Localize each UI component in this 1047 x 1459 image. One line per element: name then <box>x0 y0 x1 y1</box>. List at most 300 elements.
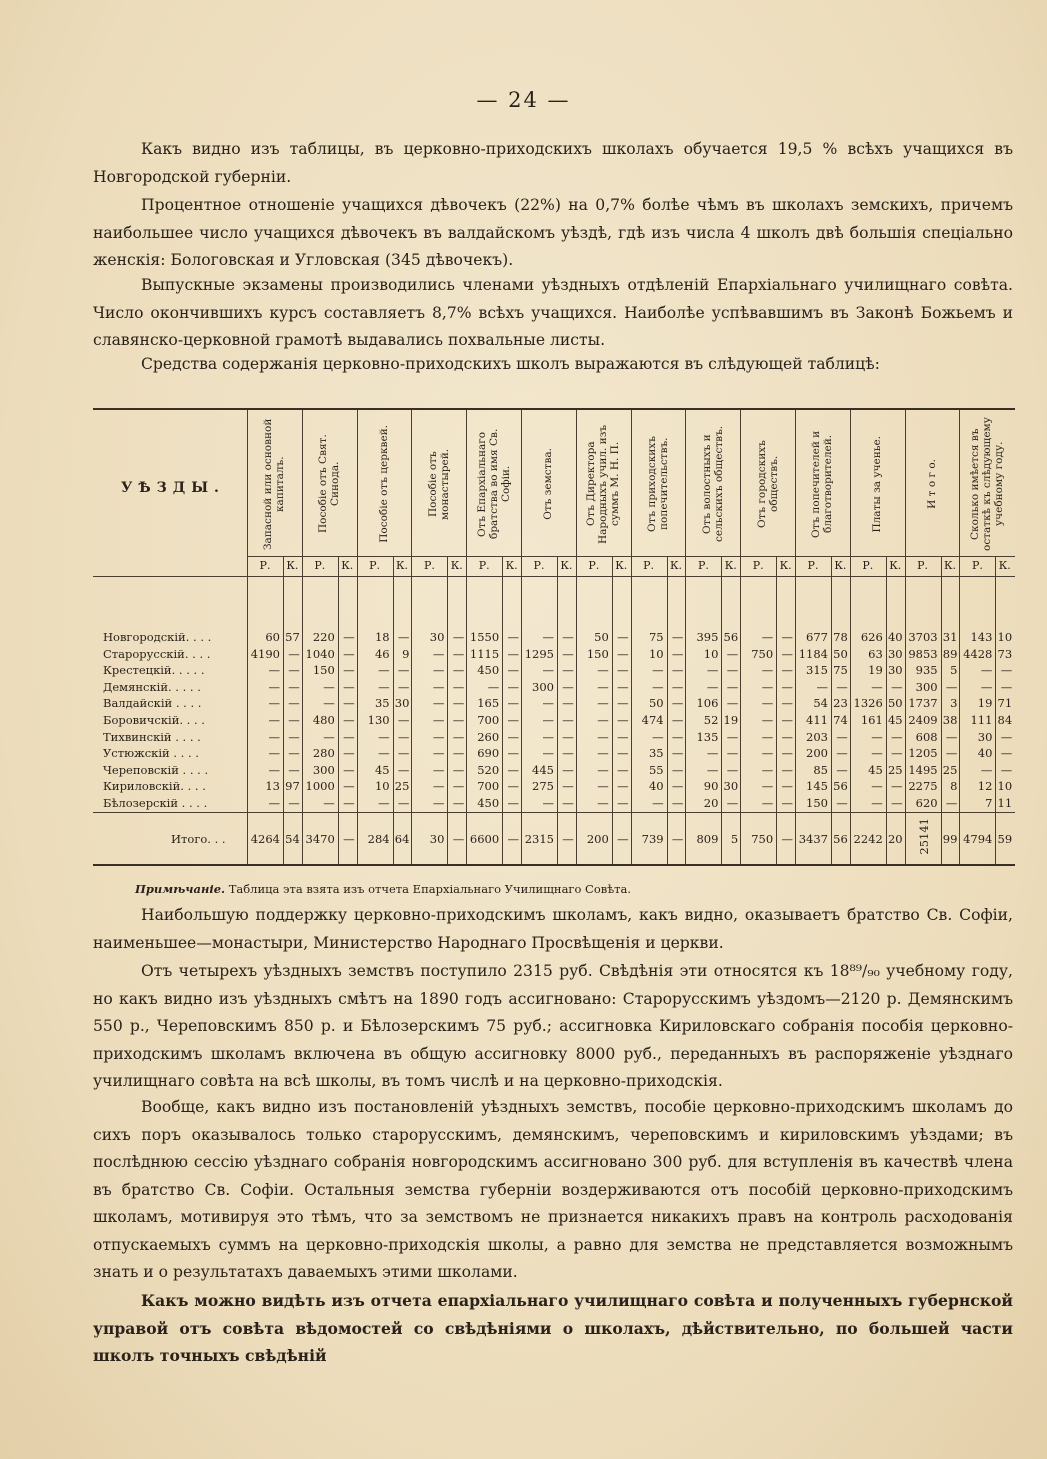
value-kopecks: — <box>726 796 739 810</box>
value-rubles: 45 <box>868 762 883 777</box>
district-name: Старорусскій. . . . <box>103 646 211 661</box>
total-rubles: 739 <box>641 832 664 846</box>
district-name: Новгородскій. . . . <box>103 630 212 644</box>
value-kopecks: — <box>343 729 355 744</box>
value-rubles: 315 <box>806 663 828 678</box>
value-rubles: — <box>432 762 445 777</box>
value-kopecks: 45 <box>887 713 903 727</box>
value-kopecks: 25 <box>942 762 958 777</box>
value-kopecks: — <box>1000 679 1013 694</box>
column-header-text: Пособіе отъ монастырей. <box>426 448 451 520</box>
column-header-text: Отъ попечителей и благотворителей. <box>810 430 835 538</box>
value-kopecks: — <box>507 713 519 727</box>
value-rubles: — <box>542 796 554 810</box>
value-kopecks: — <box>562 696 574 711</box>
column-header-text: Отъ волостныхъ и сельскихъ обществъ. <box>700 425 725 543</box>
value-kopecks: — <box>562 796 574 810</box>
value-kopecks: 40 <box>887 630 903 644</box>
value-kopecks: — <box>397 762 410 777</box>
value-rubles: — <box>652 663 664 678</box>
paragraph-7: Вообще, какъ видно изъ постановленій уѣздныхъ земствъ, пособіе церковно-приходскимъ школамъ до сихъ поръ оказывалось только старорусскимъ, демянскимъ, череповскимъ и кириловскимъ уѣздами; въ послѣднюю сессію уѣзднаго собранія новгородскимъ ассигновано 300 руб. для вступленія въ качествѣ члена въ братство Св. Софіи. Остальныя земства губерніи воздерживаются отъ пособій церковно-приходскимъ школамъ, мотивируя это тѣмъ, что за земствомъ не признается никакихъ правъ на контроль расходованія отпускаемыхъ суммъ на церковно-приходскія школы, а равно для земства не представляется возможнымъ знать и о результатахъ даваемыхъ этими школами. <box>93 1098 1013 1281</box>
value-kopecks: 23 <box>833 696 848 711</box>
value-rubles: — <box>706 762 719 777</box>
value-rubles: — <box>597 779 609 794</box>
value-kopecks: — <box>781 729 793 744</box>
value-rubles: 150 <box>586 646 609 661</box>
total-kopecks: 56 <box>833 832 848 846</box>
unit-rubles: Р. <box>971 559 983 572</box>
column-header <box>905 414 960 554</box>
value-kopecks: — <box>781 713 793 727</box>
value-kopecks: — <box>726 696 739 711</box>
value-kopecks: — <box>781 679 793 694</box>
value-rubles: 280 <box>312 746 335 761</box>
value-rubles: — <box>597 679 609 694</box>
value-rubles: 10 <box>648 646 664 661</box>
value-kopecks: — <box>836 679 848 694</box>
value-rubles: — <box>542 713 554 727</box>
column-header-text: Отъ Епархіальнаго братства во имя Св. Софіи. <box>475 428 512 540</box>
unit-rubles: Р. <box>807 559 819 572</box>
column-header-text: И т о г о. <box>925 459 938 509</box>
value-kopecks: 30 <box>723 779 739 794</box>
value-kopecks: — <box>452 630 465 644</box>
value-kopecks: — <box>452 729 465 744</box>
total-rubles: 4264 <box>250 832 280 846</box>
value-rubles: 700 <box>477 713 500 727</box>
value-kopecks: — <box>507 779 519 794</box>
value-rubles: 145 <box>806 779 828 794</box>
value-rubles: — <box>652 796 664 810</box>
district-name: Устюжскій . . . . <box>103 746 199 761</box>
value-kopecks: — <box>452 746 465 761</box>
value-kopecks: — <box>671 796 684 810</box>
total-rubles: 3470 <box>305 832 335 846</box>
value-kopecks: — <box>507 796 519 810</box>
value-rubles: — <box>761 663 774 678</box>
value-rubles: 1040 <box>305 646 335 661</box>
value-rubles: — <box>761 762 774 777</box>
district-name: Бѣлозерскій . . . . <box>103 796 208 810</box>
value-rubles: — <box>432 713 445 727</box>
column-header <box>576 414 631 554</box>
value-rubles: 52 <box>703 713 719 727</box>
paragraph-1: Какъ видно изъ таблицы, въ церковно-приходскихъ школахъ обучается 19,5 % всѣхъ учащихся въ Новгородской губерніи. <box>93 140 1013 186</box>
value-kopecks: — <box>671 713 684 727</box>
value-rubles: 395 <box>696 630 719 644</box>
column-header-text: Пособіе отъ церквей. <box>377 425 390 543</box>
value-rubles: 220 <box>312 630 335 644</box>
value-rubles: 130 <box>367 713 390 727</box>
value-kopecks: — <box>397 729 410 744</box>
value-kopecks: — <box>343 713 355 727</box>
value-kopecks: — <box>781 663 793 678</box>
value-rubles: — <box>432 679 445 694</box>
value-kopecks: — <box>781 762 793 777</box>
value-kopecks: — <box>836 729 848 744</box>
value-rubles: — <box>761 796 774 810</box>
value-kopecks: — <box>781 646 793 661</box>
district-name: Валдайскій . . . . <box>103 696 202 711</box>
column-header-text: Отъ городскихъ обществъ. <box>755 440 780 528</box>
value-rubles: — <box>268 729 280 744</box>
value-rubles: — <box>597 746 609 761</box>
value-rubles: — <box>542 746 554 761</box>
value-kopecks: — <box>726 762 739 777</box>
value-rubles: 445 <box>532 762 554 777</box>
value-rubles: — <box>761 746 774 761</box>
value-kopecks: — <box>288 762 300 777</box>
value-rubles: 75 <box>648 630 664 644</box>
value-kopecks: — <box>945 796 958 810</box>
value-rubles: 50 <box>594 630 609 644</box>
value-kopecks: — <box>945 679 958 694</box>
value-kopecks: — <box>397 663 410 678</box>
value-kopecks: — <box>507 630 519 644</box>
value-rubles: — <box>980 679 993 694</box>
value-rubles: — <box>761 630 774 644</box>
value-kopecks: — <box>781 779 793 794</box>
value-kopecks: — <box>507 696 519 711</box>
value-rubles: — <box>432 646 445 661</box>
value-rubles: — <box>597 796 609 810</box>
funding-table <box>93 408 1015 866</box>
value-rubles: — <box>323 696 335 711</box>
unit-kopecks: К. <box>341 559 354 572</box>
value-kopecks: 10 <box>997 630 1013 644</box>
total-label: Итого. . . <box>171 832 226 846</box>
value-kopecks: — <box>507 762 519 777</box>
value-kopecks: — <box>562 762 574 777</box>
paragraph-3: Выпускные экзамены производились членами уѣздныхъ отдѣленій Епархіальнаго училищнаго совѣта. Число окончившихъ курсъ составляетъ 8,7% всѣхъ учащихся. Наиболѣе успѣвавшимъ въ Законѣ Божьемъ и славянско-церковной грамотѣ выдавались похвальные листы. <box>93 276 1013 349</box>
unit-rubles: Р. <box>423 559 435 572</box>
value-kopecks: — <box>288 796 300 810</box>
value-rubles: 7 <box>985 796 993 810</box>
total-kopecks: — <box>343 832 355 846</box>
total-kopecks: — <box>562 832 574 846</box>
value-kopecks: — <box>288 713 300 727</box>
value-rubles: 300 <box>915 679 938 694</box>
total-rubles: 2315 <box>524 832 554 846</box>
value-kopecks: — <box>836 796 848 810</box>
unit-rubles: Р. <box>917 559 929 572</box>
value-rubles: 480 <box>312 713 335 727</box>
value-kopecks: — <box>288 729 300 744</box>
value-kopecks: 38 <box>942 713 958 727</box>
column-header-text: Запасной или основной капиталъ. <box>262 418 287 550</box>
value-kopecks: — <box>836 762 848 777</box>
value-kopecks: — <box>671 779 684 794</box>
column-header <box>631 414 686 554</box>
value-kopecks: — <box>781 746 793 761</box>
district-name: Тихвинскій . . . . <box>103 729 201 744</box>
value-rubles: 106 <box>696 696 719 711</box>
value-rubles: — <box>761 729 774 744</box>
value-rubles: 63 <box>868 646 883 661</box>
value-kopecks: — <box>671 679 684 694</box>
value-kopecks: 25 <box>887 762 903 777</box>
value-rubles: 60 <box>265 630 280 644</box>
value-rubles: 143 <box>970 630 993 644</box>
column-header-text: Отъ земства. <box>542 448 555 520</box>
value-kopecks: 11 <box>997 796 1013 810</box>
district-name: Кириловскій. . . . <box>103 779 206 794</box>
value-kopecks: — <box>617 796 629 810</box>
value-rubles: 30 <box>429 630 445 644</box>
value-kopecks: — <box>1000 729 1013 744</box>
note-label: Примѣчаніе. <box>135 882 226 896</box>
value-kopecks: — <box>288 663 300 678</box>
value-kopecks: — <box>452 796 465 810</box>
value-rubles: 19 <box>977 696 993 711</box>
value-rubles: 35 <box>648 746 664 761</box>
total-kopecks: 59 <box>997 832 1013 846</box>
value-rubles: — <box>432 696 445 711</box>
total-kopecks: 99 <box>942 832 958 846</box>
value-kopecks: — <box>1000 762 1013 777</box>
value-rubles: 1737 <box>908 696 938 711</box>
total-rubles: 30 <box>429 832 445 846</box>
note-text: Таблица эта взята изъ отчета Епархіальнаго Училищнаго Совѣта. <box>228 882 632 896</box>
value-rubles: 450 <box>477 796 500 810</box>
column-header <box>795 414 850 554</box>
value-kopecks: 78 <box>833 630 848 644</box>
value-rubles: 2409 <box>908 713 938 727</box>
value-kopecks: — <box>562 630 574 644</box>
value-kopecks: — <box>671 746 684 761</box>
value-rubles: 935 <box>915 663 938 678</box>
value-kopecks: — <box>1000 663 1013 678</box>
value-kopecks: — <box>617 663 629 678</box>
value-rubles: 1205 <box>908 746 938 761</box>
value-rubles: 300 <box>312 762 335 777</box>
value-kopecks: — <box>726 663 739 678</box>
total-rubles: 6600 <box>469 832 500 846</box>
value-kopecks: — <box>891 796 903 810</box>
value-kopecks: 97 <box>285 779 300 794</box>
value-rubles: 30 <box>977 729 993 744</box>
value-rubles: — <box>871 779 883 794</box>
value-kopecks: — <box>562 663 574 678</box>
value-kopecks: — <box>671 762 684 777</box>
unit-kopecks: К. <box>943 559 956 572</box>
value-rubles: — <box>432 746 445 761</box>
value-kopecks: — <box>452 646 465 661</box>
value-kopecks: — <box>562 746 574 761</box>
value-rubles: 9853 <box>908 646 938 661</box>
value-kopecks: 57 <box>285 630 300 644</box>
value-kopecks: 74 <box>833 713 848 727</box>
value-kopecks: — <box>891 779 903 794</box>
value-kopecks: 9 <box>402 646 410 661</box>
value-rubles: 150 <box>312 663 335 678</box>
value-rubles: — <box>378 679 390 694</box>
value-rubles: 300 <box>532 679 554 694</box>
unit-kopecks: К. <box>834 559 847 572</box>
column-header-text: Платы за ученье. <box>871 435 884 533</box>
value-rubles: — <box>597 713 609 727</box>
value-rubles: — <box>871 796 883 810</box>
value-rubles: 450 <box>477 663 500 678</box>
column-header-text: Пособіе отъ Свят. Синода. <box>317 434 342 534</box>
value-rubles: — <box>980 663 993 678</box>
value-rubles: — <box>432 729 445 744</box>
unit-rubles: Р. <box>588 559 600 572</box>
value-rubles: 45 <box>374 762 390 777</box>
value-kopecks: — <box>671 696 684 711</box>
value-kopecks: 30 <box>887 646 903 661</box>
value-rubles: 40 <box>977 746 993 761</box>
column-header-text: Отъ Директора Народныхъ учил. изъ суммъ М. Н. П. <box>585 424 622 544</box>
value-rubles: 35 <box>374 696 390 711</box>
value-rubles: 700 <box>477 779 500 794</box>
value-rubles: 626 <box>860 630 883 644</box>
value-kopecks: — <box>671 646 684 661</box>
value-rubles: 520 <box>477 762 500 777</box>
unit-kopecks: К. <box>615 559 628 572</box>
total-kopecks: 5 <box>730 832 739 846</box>
column-header-text: Отъ приходскихъ попечительствъ. <box>645 436 670 532</box>
value-kopecks: — <box>781 696 793 711</box>
value-rubles: 1326 <box>853 696 883 711</box>
value-rubles: — <box>652 729 664 744</box>
value-kopecks: — <box>397 746 410 761</box>
value-kopecks: 50 <box>833 646 848 661</box>
total-rule <box>93 812 1015 813</box>
value-kopecks: — <box>288 646 300 661</box>
value-rubles: 1495 <box>908 762 938 777</box>
unit-kopecks: К. <box>560 559 573 572</box>
unit-rubles: Р. <box>862 559 874 572</box>
units-rule <box>93 576 1015 577</box>
value-rubles: 19 <box>868 663 883 678</box>
total-rubles: 4794 <box>963 832 993 846</box>
value-rubles: 474 <box>641 713 664 727</box>
column-header <box>685 414 740 554</box>
value-kopecks: — <box>397 630 410 644</box>
total-kopecks: 54 <box>285 832 300 846</box>
value-rubles: — <box>378 746 390 761</box>
value-kopecks: — <box>726 746 739 761</box>
value-kopecks: — <box>452 663 465 678</box>
value-rubles: — <box>432 779 445 794</box>
value-kopecks: 73 <box>997 646 1013 661</box>
value-kopecks: 5 <box>950 663 958 678</box>
value-rubles: — <box>378 729 390 744</box>
value-kopecks: 30 <box>394 696 410 711</box>
value-kopecks: — <box>562 646 574 661</box>
value-rubles: 620 <box>915 796 938 810</box>
value-rubles: 85 <box>813 762 828 777</box>
value-kopecks: — <box>397 713 410 727</box>
total-rubles: 750 <box>751 832 774 846</box>
value-kopecks: — <box>781 796 793 810</box>
value-rubles: — <box>268 679 280 694</box>
value-rubles: 411 <box>806 713 828 727</box>
value-rubles: — <box>761 696 774 711</box>
total-kopecks: — <box>452 832 465 846</box>
value-rubles: — <box>378 796 390 810</box>
value-kopecks: — <box>945 746 958 761</box>
value-kopecks: — <box>617 679 629 694</box>
value-kopecks: — <box>562 779 574 794</box>
value-kopecks: 8 <box>950 779 958 794</box>
value-kopecks: — <box>452 713 465 727</box>
value-rubles: 690 <box>477 746 500 761</box>
value-rubles: — <box>816 679 828 694</box>
value-kopecks: 30 <box>887 663 903 678</box>
district-name: Демянскій. . . . . <box>103 679 201 694</box>
value-kopecks: — <box>945 729 958 744</box>
value-rubles: 54 <box>813 696 828 711</box>
unit-rubles: Р. <box>478 559 490 572</box>
value-kopecks: 56 <box>833 779 848 794</box>
total-kopecks: — <box>781 832 793 846</box>
value-kopecks: 10 <box>997 779 1013 794</box>
unit-kopecks: К. <box>779 559 792 572</box>
value-kopecks: — <box>507 729 519 744</box>
value-rubles: 750 <box>751 646 774 661</box>
value-kopecks: — <box>288 746 300 761</box>
value-rubles: 260 <box>477 729 500 744</box>
value-rubles: — <box>542 630 554 644</box>
total-kopecks: 64 <box>394 832 410 846</box>
total-kopecks: — <box>507 832 519 846</box>
unit-rubles: Р. <box>752 559 764 572</box>
value-rubles: — <box>323 796 335 810</box>
value-kopecks: — <box>617 646 629 661</box>
value-kopecks: — <box>891 729 903 744</box>
value-kopecks: — <box>343 679 355 694</box>
value-kopecks: — <box>617 779 629 794</box>
value-kopecks: — <box>507 646 519 661</box>
total-rubles: 3437 <box>798 832 828 846</box>
value-rubles: 1295 <box>524 646 554 661</box>
column-header <box>850 414 905 554</box>
value-rubles: — <box>268 746 280 761</box>
value-kopecks: — <box>397 679 410 694</box>
value-kopecks: — <box>343 796 355 810</box>
total-rubles: 25141 <box>916 818 931 855</box>
value-kopecks: 89 <box>942 646 958 661</box>
value-rubles: 46 <box>374 646 390 661</box>
value-kopecks: 3 <box>950 696 958 711</box>
value-kopecks: — <box>1000 746 1013 761</box>
unit-rubles: Р. <box>533 559 545 572</box>
value-rubles: 200 <box>806 746 828 761</box>
value-rubles: — <box>268 713 280 727</box>
column-header <box>959 414 1014 554</box>
value-kopecks: — <box>617 696 629 711</box>
value-rubles: — <box>706 746 719 761</box>
value-kopecks: — <box>452 779 465 794</box>
unit-kopecks: К. <box>724 559 737 572</box>
value-rubles: 677 <box>806 630 828 644</box>
value-rubles: — <box>871 746 883 761</box>
value-rubles: — <box>323 679 335 694</box>
value-kopecks: — <box>507 679 519 694</box>
value-rubles: 55 <box>648 762 664 777</box>
paragraph-6: Отъ четырехъ уѣздныхъ земствъ поступило 2315 руб. Свѣдѣнія эти относятся къ 18⁸⁹/₉₀ учебному году, но какъ видно изъ уѣздныхъ смѣтъ на 1890 годъ ассигновано: Старорусскимъ уѣздомъ—2120 р. Демянскимъ 550 р., Череповскимъ 850 р. и Бѣлозерскимъ 75 руб.; ассигновка Кириловскаго собранія пособія церковно-приходскимъ школамъ включена въ общую ассигновку 8000 руб., переданныхъ въ распоряженіе уѣзднаго училищнаго совѣта на всѣ школы, въ томъ числѣ и на церковно-приходскія. <box>93 962 1013 1090</box>
value-rubles: 111 <box>970 713 993 727</box>
district-name: Боровичскій. . . . <box>103 713 205 727</box>
value-kopecks: — <box>617 762 629 777</box>
unit-kopecks: К. <box>450 559 463 572</box>
value-kopecks: — <box>781 630 793 644</box>
unit-kopecks: К. <box>998 559 1011 572</box>
value-rubles: — <box>597 663 609 678</box>
value-rubles: 13 <box>265 779 280 794</box>
